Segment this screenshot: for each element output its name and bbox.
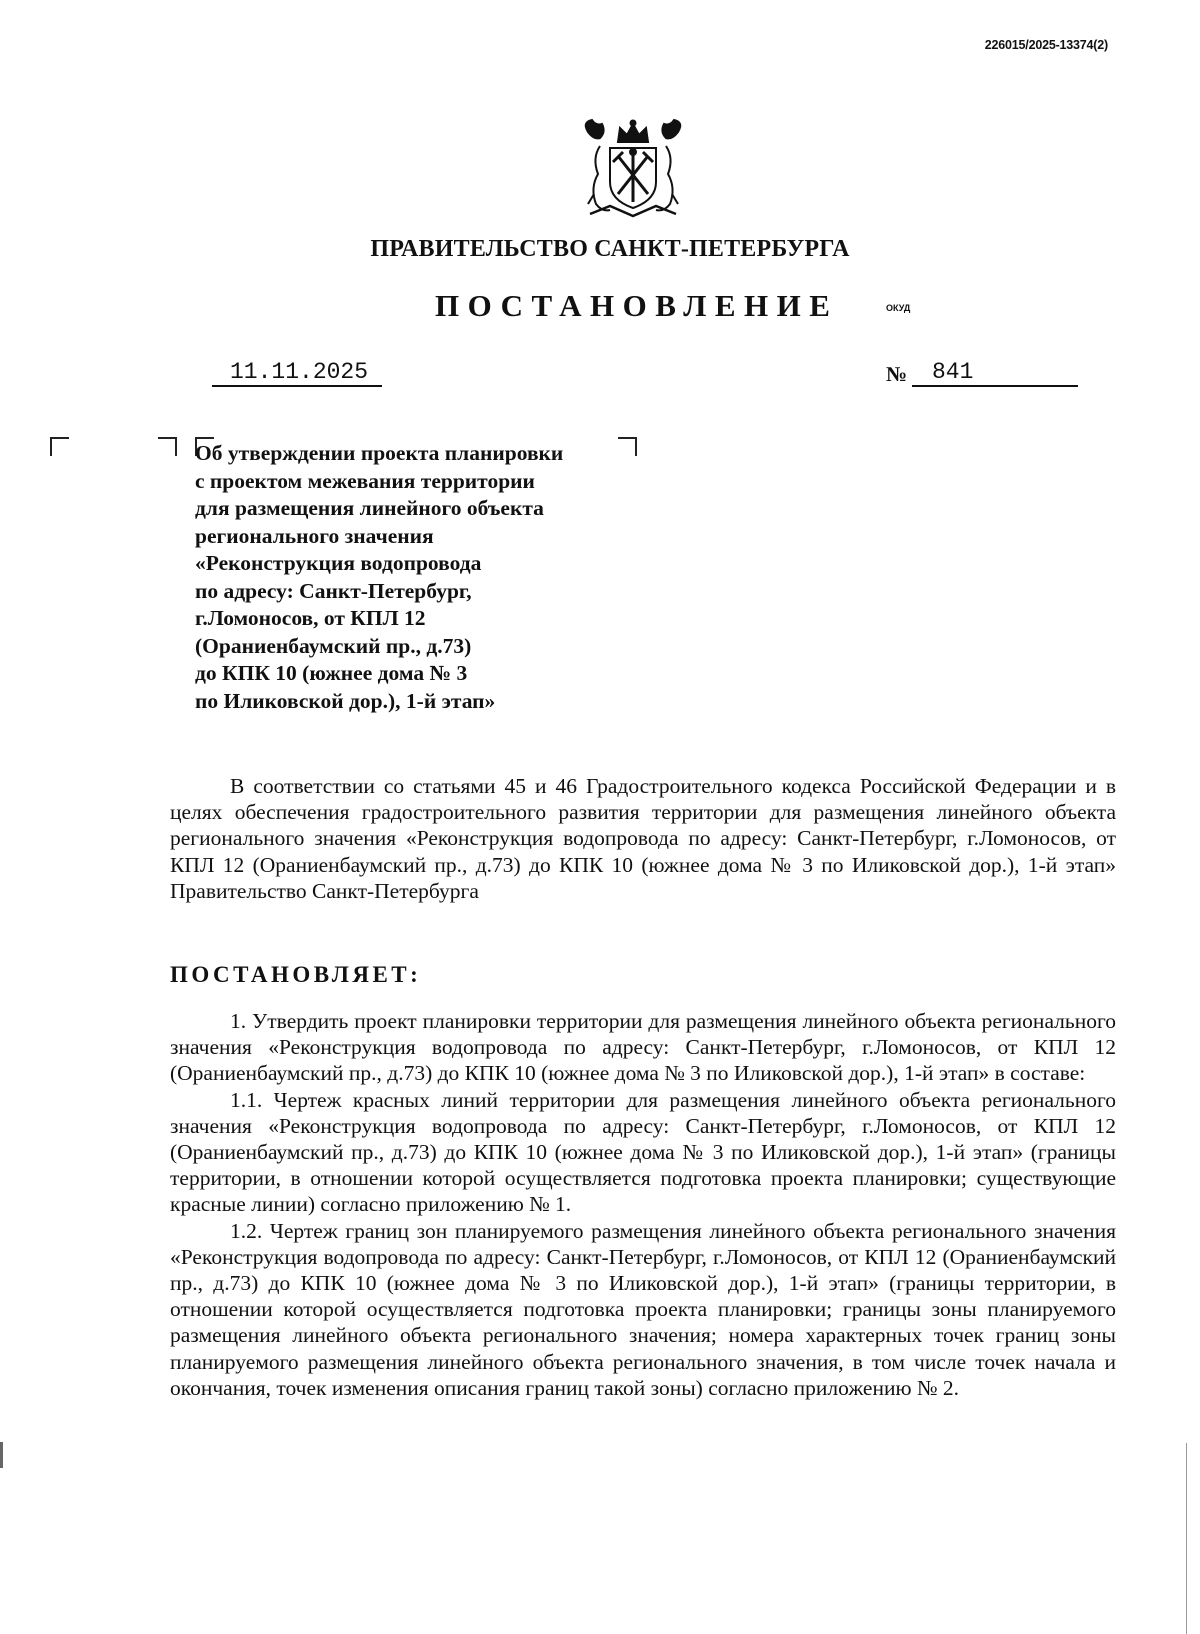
decree-item-1-2: 1.2. Чертеж границ зон планируемого размещения линейного объекта регионального значения «Реконструкция водопровода по адресу: Санкт-Петербург, г.Ломоносов, от КПЛ 12 (Ораниенбаумский пр., д.73) до КПК 10 (южнее дома № 3 по Иликовской дор.), 1-й этап» (границы территории, в отношении которой осуществляется подготовка проекта планировки; границы зоны планируемого размещения линейного объекта регионального значения; номера характерных точек границ зоны планируемого размещения линейного объекта регионального значения, в том числе точек начала и окончания, точек изменения описания границ такой зоны) согласно приложению № 2.	[170, 1218, 1116, 1400]
title-line: Об утверждении проекта планировки	[195, 441, 564, 465]
title-line: г.Ломоносов, от КПЛ 12	[195, 606, 426, 630]
preamble-paragraph: В соответствии со статьями 45 и 46 Градостроительного кодекса Российской Федерации и в целях обеспечения градостроительного развития территории для размещения линейного объекта регионального значения «Реконструкция водопровода по адресу: Санкт-Петербург, г.Ломоносов, от КПЛ 12 (Ораниенбаумский пр., д.73) до КПК 10 (южнее дома № 3 по Иликовской дор.), 1-й этап» Правительство Санкт-Петербурга	[170, 774, 1116, 903]
decree-title	[195, 440, 635, 715]
scan-edge-line	[1186, 1443, 1187, 1634]
corner-mark-title-left-end	[158, 437, 177, 456]
document-type: ПОСТАНОВЛЕНИЕ	[435, 288, 839, 323]
resolves-heading: ПОСТАНОВЛЯЕТ:	[170, 962, 422, 987]
title-line: до КПК 10 (южнее дома № 3	[195, 661, 468, 685]
title-line: для размещения линейного объекта	[195, 496, 544, 520]
title-line: по адресу: Санкт-Петербург,	[195, 578, 472, 603]
issuer-title: ПРАВИТЕЛЬСТВО САНКТ-ПЕТЕРБУРГА	[370, 236, 850, 262]
decree-item-1-1: 1.1. Чертеж красных линий территории для размещения линейного объекта регионального значения «Реконструкция водопровода по адресу: Санкт-Петербург, г.Ломоносов, от КПЛ 12 (Ораниенбаумский пр., д.73) до КПК 10 (южнее дома № 3 по Иликовской дор.), 1-й этап» (границы территории, в отношении которой осуществляется подготовка проекта планировки; существующие красные линии) согласно приложению № 1.	[170, 1087, 1116, 1217]
title-line: (Ораниенбаумский пр., д.73)	[195, 633, 472, 658]
document-number: 841	[912, 359, 1078, 387]
title-line: «Реконструкция водопровода	[195, 551, 482, 575]
corner-mark-left	[50, 437, 69, 456]
title-line: по Иликовской дор.), 1-й этап»	[195, 688, 496, 713]
title-line: регионального значения	[195, 523, 434, 548]
decree-item-1: 1. Утвердить проект планировки территории для размещения линейного объекта регионального значения «Реконструкция водопровода по адресу: Санкт-Петербург, г.Ломоносов, от КПЛ 12 (Ораниенбаумский пр., д.73) до КПК 10 (южнее дома № 3 по Иликовской дор.), 1-й этап» в составе:	[170, 1009, 1116, 1086]
okud-label: ОКУД	[886, 303, 911, 313]
decree-items	[170, 1008, 1116, 1401]
number-sign: №	[886, 362, 908, 386]
scan-edge-mark	[0, 1442, 3, 1468]
saint-petersburg-coat-of-arms-icon	[580, 118, 686, 222]
title-line: с проектом межевания территории	[195, 468, 535, 493]
document-date: 11.11.2025	[212, 359, 382, 387]
document-id: 226015/2025-13374(2)	[984, 38, 1108, 52]
